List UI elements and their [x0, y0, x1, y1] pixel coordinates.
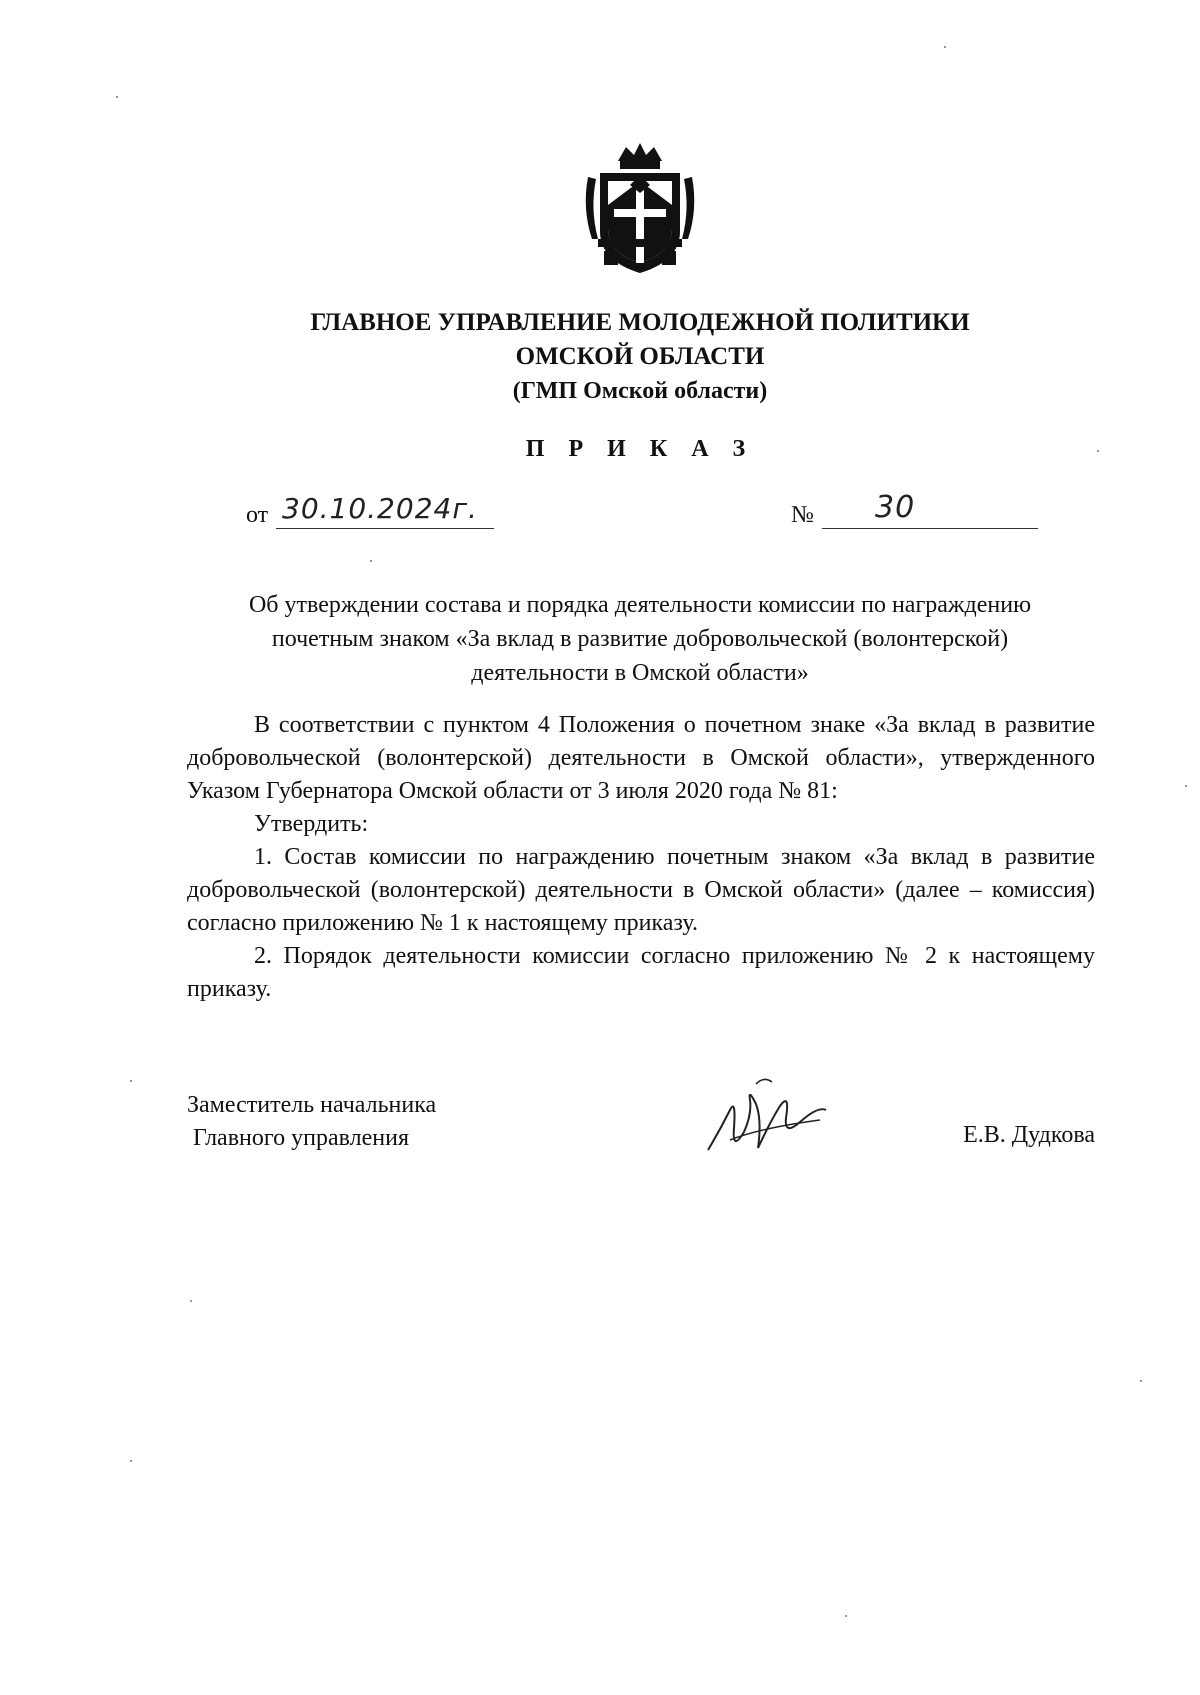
date-label: от — [246, 502, 269, 528]
coat-of-arms-icon — [578, 139, 702, 279]
scan-speck — [1097, 450, 1099, 452]
scan-speck — [1185, 785, 1187, 787]
org-name-line2: ОМСКОЙ ОБЛАСТИ — [515, 343, 765, 370]
scan-speck — [130, 1460, 132, 1462]
org-name-line1: ГЛАВНОЕ УПРАВЛЕНИЕ МОЛОДЕЖНОЙ ПОЛИТИКИ — [310, 309, 970, 336]
body-item-1: 1. Состав комиссии по награждению почетным знаком «За вклад в развитие добровольческой (волонтерской) деятельности в Омской области» (далее – комиссия) согласно приложению № 1 к настоящему приказу. — [187, 844, 1095, 936]
scan-speck — [116, 96, 118, 98]
signatory-title — [187, 1089, 436, 1155]
number-label: № — [791, 502, 814, 528]
signatory-title-line1: Заместитель начальника — [187, 1092, 437, 1118]
document-subject — [160, 588, 1120, 690]
scan-speck — [944, 46, 946, 48]
scan-speck — [845, 1615, 847, 1617]
document-type: П Р И К А З — [525, 436, 755, 462]
date-underline — [276, 528, 494, 529]
number-underline — [822, 528, 1038, 529]
handwritten-signature — [700, 1070, 830, 1170]
body-approve: Утвердить: — [254, 811, 369, 837]
signatory-name: Е.В. Дудкова — [963, 1122, 1095, 1148]
date-value-handwritten: 30.10.2024г. — [282, 492, 478, 525]
scan-speck — [190, 1300, 192, 1302]
body-preamble: В соответствии с пунктом 4 Положения о почетном знаке «За вклад в развитие добровольческой (волонтерской) деятельности в Омской области», утвержденного Указом Губернатора Омской области от 3 июля 2020 года № 81: — [187, 712, 1095, 804]
scan-speck — [130, 1080, 132, 1082]
document-body — [187, 709, 1095, 1006]
subject-line2: почетным знаком «За вклад в развитие добровольческой (волонтерской) — [271, 626, 1009, 652]
signatory-title-line2: Главного управления — [193, 1125, 409, 1151]
org-short-name: (ГМП Омской области) — [512, 378, 768, 404]
number-value-handwritten: 30 — [875, 490, 916, 525]
subject-line3: деятельности в Омской области» — [471, 660, 809, 686]
subject-line1: Об утверждении состава и порядка деятельности комиссии по награждению — [248, 592, 1032, 618]
scan-speck — [1140, 1380, 1142, 1382]
body-item-2: 2. Порядок деятельности комиссии согласно приложению № 2 к настоящему приказу. — [187, 943, 1095, 1002]
scan-speck — [370, 560, 372, 562]
